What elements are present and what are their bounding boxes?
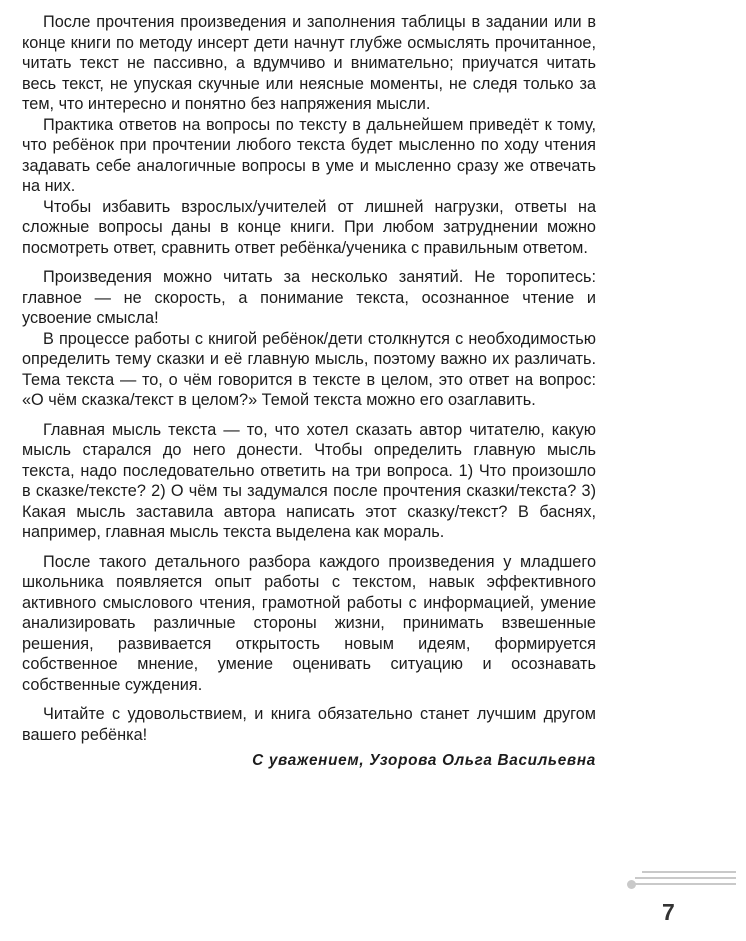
paragraph-main-idea: Главная мысль текста — то, что хотел сказать автор читателю, какую мысль старался до него донести. Чтобы определить главную мысль текста, надо последовательно ответить на три вопроса. 1) Что произошло в сказке/тексте? 2) О чём ты задумался после прочтения сказки/текста? 3) Какая мысль заставила автора написать этот сказку/текст? В баснях, например, главная мысль текста выделена как мораль. (22, 420, 596, 541)
page-number: 7 (662, 899, 675, 925)
paragraph-insert-method: После прочтения произведения и заполнения таблицы в задании или в конце книги по методу инсерт дети начнут глубже осмыслять прочитанное, читать текст не пассивно, а вдумчиво и внимательно; приучатся читать весь текст, не упуская скучные или неясные моменты, не следя только за тем, что интересно и понятно без напряжения мысли. (22, 13, 596, 113)
decorative-line (642, 871, 736, 873)
decorative-dot (627, 880, 636, 889)
decorative-line (635, 877, 736, 879)
paragraph-questions-practice: Практика ответов на вопросы по тексту в дальнейшем приведёт к тому, что ребёнок при прочтении любого текста будет мысленно по ходу чтения задавать себе аналогичные вопросы в уме и мысленно сразу же отвечать на них. (22, 115, 596, 195)
paragraph-outcomes: После такого детального разбора каждого произведения у младшего школьника появляется опыт работы с текстом, навык эффективного активного смыслового чтения, грамотной работы с информацией, умение анализировать различные стороны жизни, принимать взвешенные решения, развивается открытость новым идеям, формируется собственное мнение, умение оценивать ситуацию и осознавать собственные суждения. (22, 552, 596, 694)
paragraph-answers: Чтобы избавить взрослых/учителей от лишней нагрузки, ответы на сложные вопросы даны в конце книги. При любом затруднении можно посмотреть ответ, сравнить ответ ребёнка/ученика с правильным ответом. (22, 197, 596, 257)
body-text (22, 12, 596, 772)
decorative-line (630, 883, 736, 885)
paragraph-reading-pace: Произведения можно читать за несколько занятий. Не торопитесь: главное — не скорость, а понимание текста, осознанное чтение и усвоение смысла! (22, 268, 596, 327)
paragraph-closing: Читайте с удовольствием, и книга обязательно станет лучшим другом вашего ребёнка! (22, 705, 596, 744)
paragraph-theme: В процессе работы с книгой ребёнок/дети столкнутся с необходимостью определить тему сказки и её главную мысль, поэтому важно их различать. Тема текста — то, о чём говорится в тексте в целом, это ответ на вопрос: «О чём сказка/текст в целом?» Темой текста можно его озаглавить. (22, 329, 596, 409)
author-signature: С уважением, Узорова Ольга Васильевна (252, 752, 596, 769)
